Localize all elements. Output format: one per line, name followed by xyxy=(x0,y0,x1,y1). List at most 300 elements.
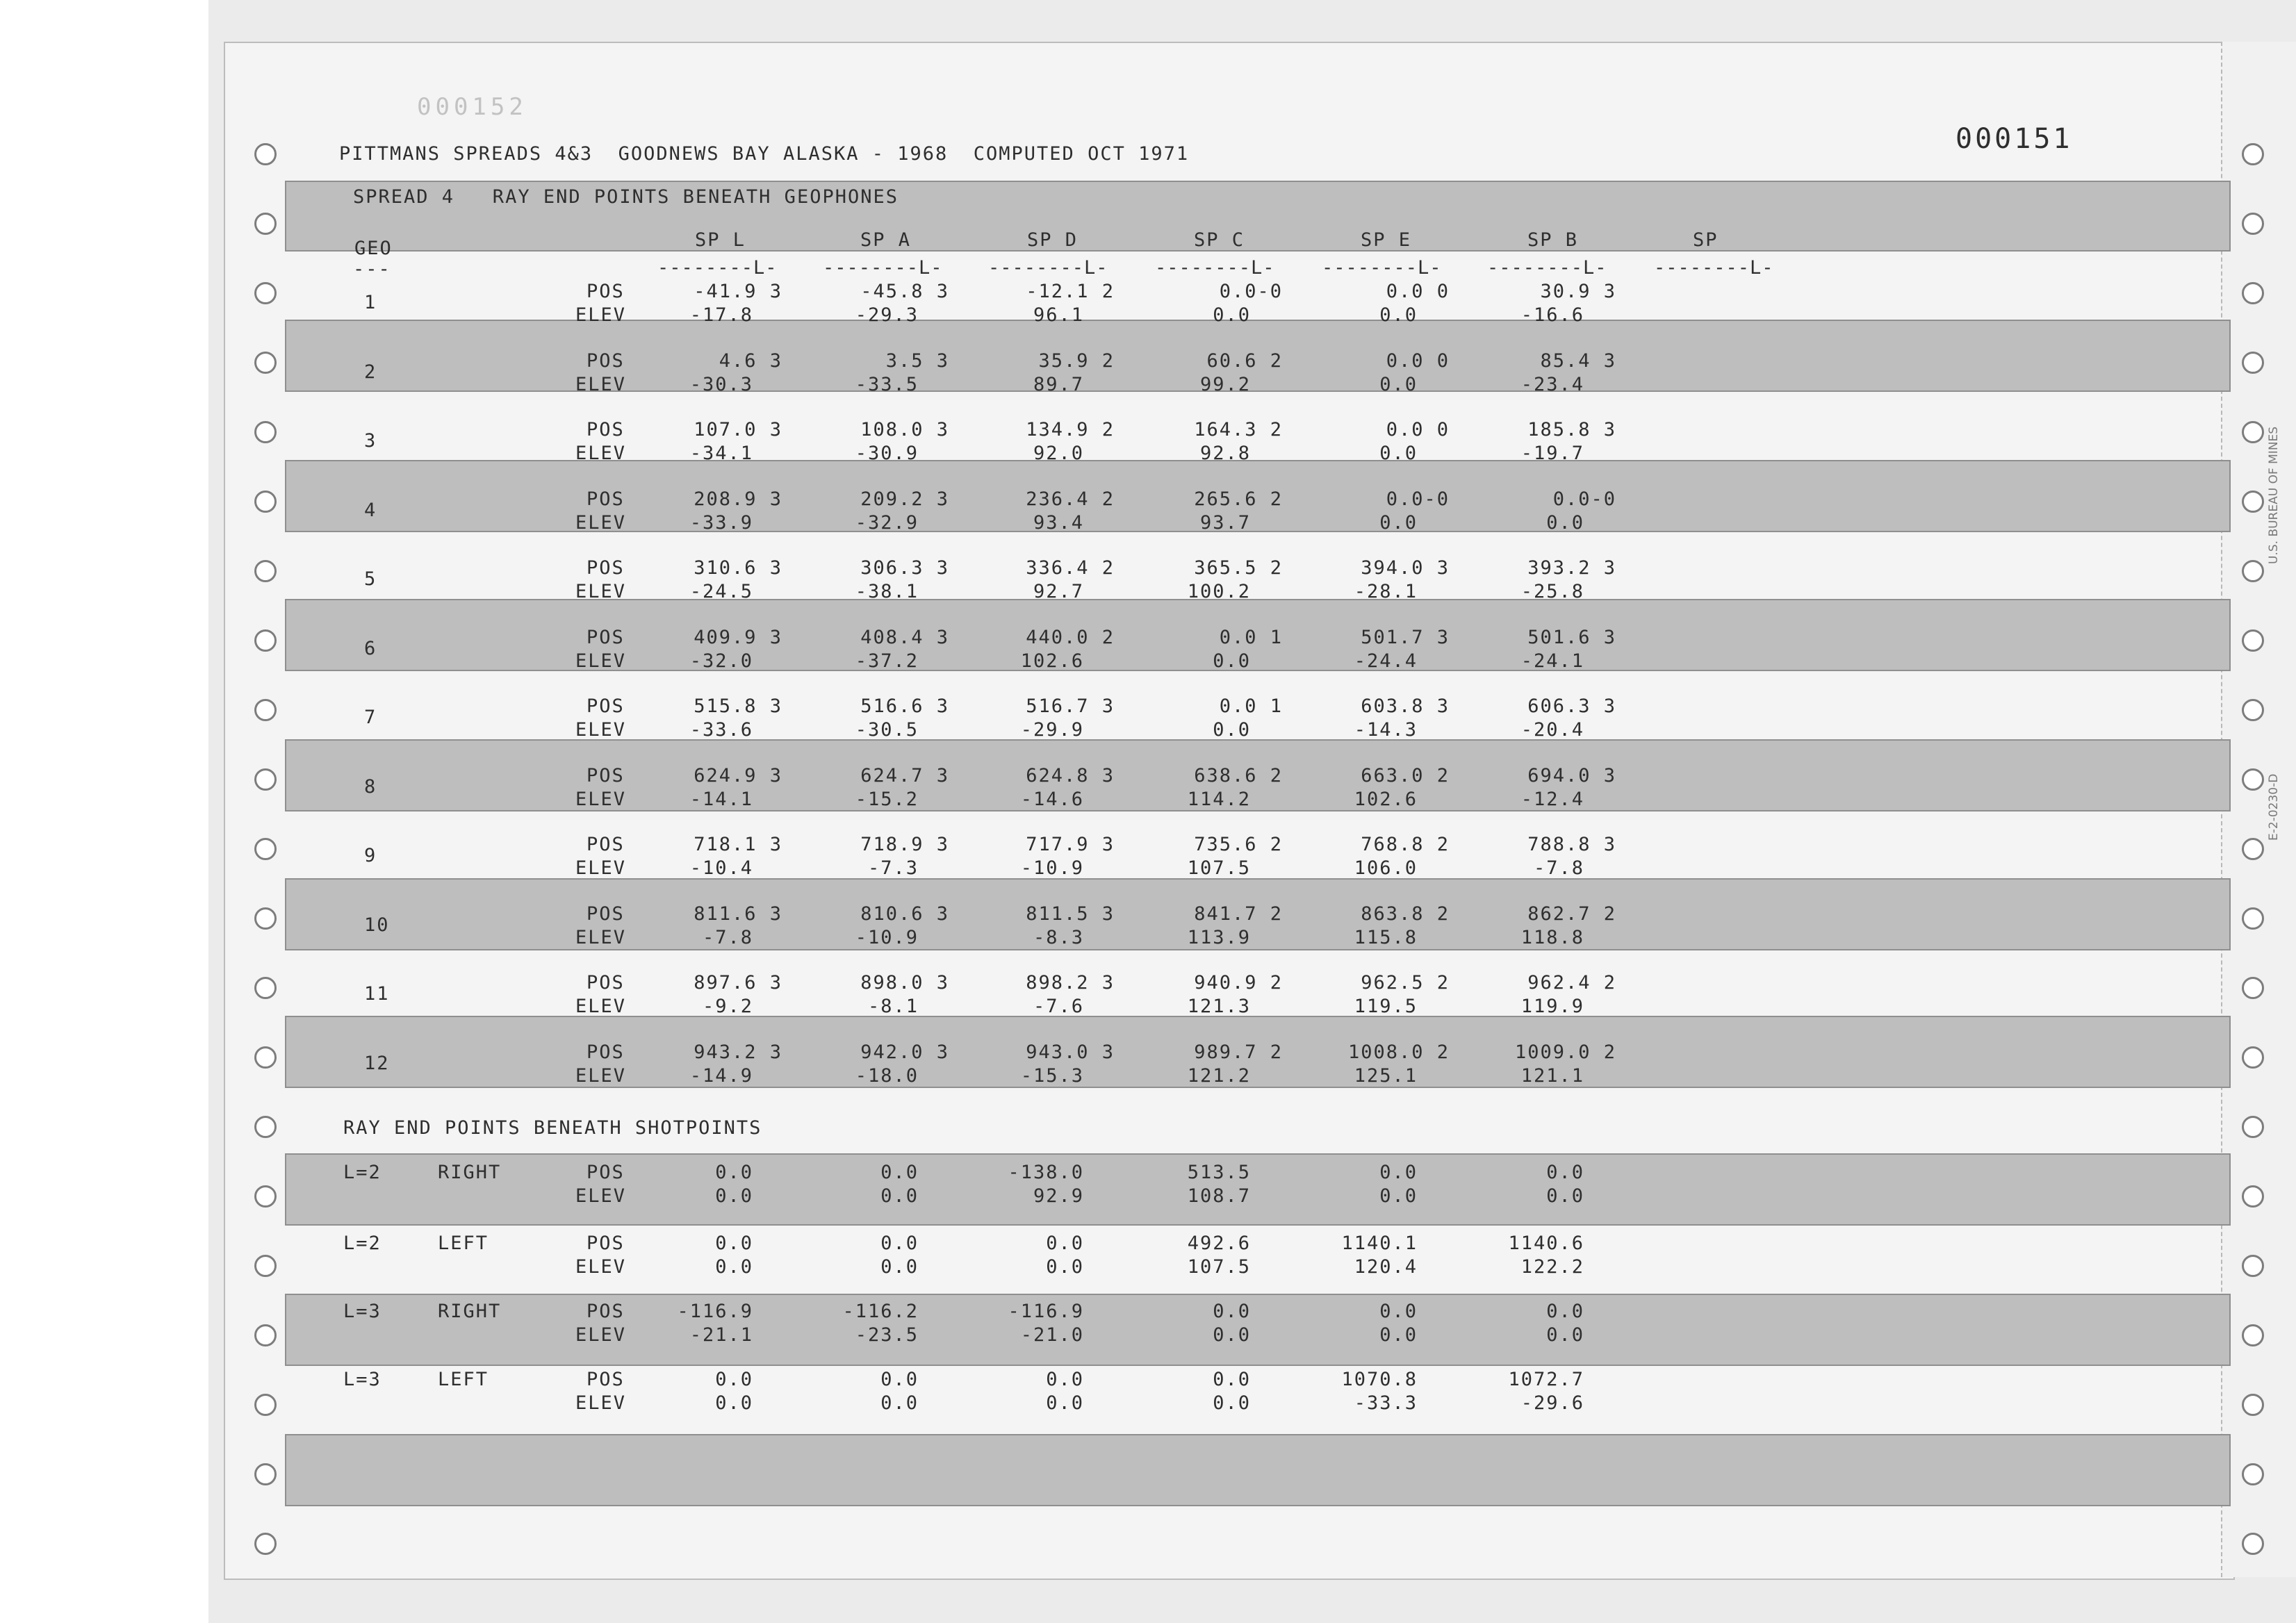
elev-value: -19.7 xyxy=(1520,443,1584,464)
page-number: 000151 xyxy=(1955,123,2073,155)
pos-value: 185.8 3 xyxy=(1527,419,1616,440)
geophone-number: 10 xyxy=(364,914,390,936)
pos-value: -116.9 xyxy=(677,1301,753,1322)
elev-value: 93.7 xyxy=(1199,511,1251,534)
pos-value: 943.0 3 xyxy=(1026,1041,1115,1063)
elev-label: ELEV xyxy=(575,996,627,1017)
elev-value: -10.9 xyxy=(1020,857,1084,879)
pos-label: POS xyxy=(587,1301,625,1322)
elev-value: -30.3 xyxy=(689,373,753,395)
geophone-number: 2 xyxy=(364,361,377,383)
elev-value: 119.5 xyxy=(1354,996,1418,1017)
elev-value: 121.2 xyxy=(1187,1064,1251,1087)
pos-value: 0.0 xyxy=(880,1369,919,1390)
elev-value: 0.0 xyxy=(1213,650,1251,672)
pos-label: POS xyxy=(587,903,625,925)
elev-label: ELEV xyxy=(575,581,627,602)
elev-value: -29.6 xyxy=(1520,1392,1584,1414)
elev-value: 0.0 xyxy=(1379,1324,1418,1346)
elev-value: -30.9 xyxy=(855,443,919,464)
pos-value: 0.0 xyxy=(715,1369,753,1390)
sprocket-hole xyxy=(254,282,277,304)
pos-value: 394.0 3 xyxy=(1361,557,1450,579)
sprocket-hole xyxy=(2242,629,2264,652)
pos-value: 962.4 2 xyxy=(1527,972,1616,994)
pos-label: POS xyxy=(587,695,625,717)
pos-value: 501.6 3 xyxy=(1527,626,1616,648)
elev-label: ELEV xyxy=(575,1324,627,1346)
pos-value: 718.1 3 xyxy=(694,834,782,855)
elev-value: -33.5 xyxy=(855,373,919,395)
elev-value: -38.1 xyxy=(855,581,919,602)
elev-value: -32.0 xyxy=(689,650,753,672)
pos-value: 1008.0 2 xyxy=(1347,1041,1450,1063)
pos-label: POS xyxy=(587,488,625,510)
sprocket-hole xyxy=(2242,143,2264,165)
elev-value: -10.4 xyxy=(689,857,753,879)
pos-value: 30.9 3 xyxy=(1540,281,1616,302)
elev-value: 0.0 xyxy=(1379,443,1418,464)
column-underline: --------L- xyxy=(1487,257,1607,279)
shotpoint-side: LEFT xyxy=(438,1233,489,1254)
elev-value: -23.4 xyxy=(1520,373,1584,395)
pos-value: 989.7 2 xyxy=(1194,1041,1283,1063)
pos-value: -45.8 3 xyxy=(860,281,949,302)
pos-value: 1070.8 xyxy=(1341,1369,1418,1390)
pos-value: -41.9 3 xyxy=(694,281,782,302)
elev-value: 0.0 xyxy=(1379,1185,1418,1207)
shotpoint-code: L=2 xyxy=(343,1162,382,1183)
sprocket-hole xyxy=(2242,491,2264,513)
elev-value: 0.0 xyxy=(1213,304,1251,326)
elev-value: 99.2 xyxy=(1199,373,1251,395)
pos-label: POS xyxy=(587,972,625,994)
elev-value: -8.1 xyxy=(867,996,919,1017)
pos-value: 0.0 0 xyxy=(1386,419,1450,440)
section-title-shotpoints: RAY END POINTS BENEATH SHOTPOINTS xyxy=(343,1117,762,1139)
sprocket-hole xyxy=(2242,1116,2264,1138)
elev-value: 0.0 xyxy=(1546,1324,1584,1346)
pos-value: 0.0 xyxy=(715,1162,753,1183)
elev-value: 114.2 xyxy=(1187,788,1251,810)
column-header: SP B xyxy=(1527,229,1579,251)
pos-value: 735.6 2 xyxy=(1194,834,1283,855)
sprocket-hole xyxy=(254,1255,277,1277)
pos-value: 1140.6 xyxy=(1508,1233,1584,1254)
elev-label: ELEV xyxy=(575,373,627,395)
elev-label: ELEV xyxy=(575,1185,627,1207)
pos-value: 0.0 xyxy=(715,1233,753,1254)
elev-value: -24.4 xyxy=(1354,650,1418,672)
pos-value: 516.6 3 xyxy=(860,695,949,717)
column-underline: --------L- xyxy=(1654,257,1774,279)
pos-value: 0.0 xyxy=(880,1233,919,1254)
elev-label: ELEV xyxy=(575,788,627,810)
sprocket-hole xyxy=(254,491,277,513)
elev-value: 92.8 xyxy=(1199,443,1251,464)
pos-label: POS xyxy=(587,419,625,440)
pos-value: 85.4 3 xyxy=(1540,349,1616,372)
pos-value: 898.0 3 xyxy=(860,972,949,994)
elev-value: -37.2 xyxy=(855,650,919,672)
column-header: SP E xyxy=(1361,229,1412,251)
pos-value: -116.9 xyxy=(1008,1301,1084,1322)
sprocket-hole xyxy=(254,629,277,652)
elev-value: 0.0 xyxy=(1046,1256,1084,1278)
pos-value: 0.0 xyxy=(1546,1301,1584,1322)
elev-value: 92.7 xyxy=(1033,581,1084,602)
elev-value: -7.6 xyxy=(1033,996,1084,1017)
pos-value: 440.0 2 xyxy=(1026,626,1115,648)
pos-value: 164.3 2 xyxy=(1194,419,1283,440)
elev-value: 0.0 xyxy=(1546,511,1584,534)
pos-value: 694.0 3 xyxy=(1527,764,1616,786)
pos-value: 0.0 xyxy=(1046,1233,1084,1254)
sprocket-hole xyxy=(2242,352,2264,374)
pos-value: 515.8 3 xyxy=(694,695,782,717)
pos-label: POS xyxy=(587,764,625,786)
pos-value: 1072.7 xyxy=(1508,1369,1584,1390)
pos-value: 943.2 3 xyxy=(694,1041,782,1063)
sprocket-hole xyxy=(2242,1046,2264,1069)
pos-value: 107.0 3 xyxy=(694,419,782,440)
pos-value: 0.0-0 xyxy=(1552,488,1616,510)
elev-value: 106.0 xyxy=(1354,857,1418,879)
elev-value: 115.8 xyxy=(1354,926,1418,948)
elev-value: 0.0 xyxy=(715,1185,753,1207)
pos-value: 940.9 2 xyxy=(1194,972,1283,994)
elev-value: -7.8 xyxy=(1533,857,1584,879)
elev-value: 107.5 xyxy=(1187,857,1251,879)
pos-value: 236.4 2 xyxy=(1026,488,1115,510)
elev-value: 0.0 xyxy=(1213,719,1251,741)
pos-value: 603.8 3 xyxy=(1361,695,1450,717)
pos-value: 663.0 2 xyxy=(1361,764,1450,786)
sprocket-hole xyxy=(2242,907,2264,930)
geophone-number: 11 xyxy=(364,983,390,1005)
pos-value: 811.5 3 xyxy=(1026,903,1115,925)
pos-value: 365.5 2 xyxy=(1194,557,1283,579)
sprocket-hole xyxy=(2242,1255,2264,1277)
geophone-number: 1 xyxy=(364,292,377,313)
column-underline: --------L- xyxy=(1155,257,1275,279)
elev-value: -30.5 xyxy=(855,719,919,741)
sprocket-hole xyxy=(254,768,277,791)
sprocket-hole xyxy=(254,1533,277,1555)
elev-value: 0.0 xyxy=(1213,1392,1251,1414)
elev-value: 121.3 xyxy=(1187,996,1251,1017)
elev-value: 102.6 xyxy=(1354,788,1418,810)
pos-label: POS xyxy=(587,834,625,855)
elev-value: -24.5 xyxy=(689,581,753,602)
pos-value: 108.0 3 xyxy=(860,419,949,440)
elev-value: -23.5 xyxy=(855,1324,919,1346)
elev-value: -24.1 xyxy=(1520,650,1584,672)
pos-value: 898.2 3 xyxy=(1026,972,1115,994)
tractor-feed-strip xyxy=(2221,42,2296,1577)
column-header: SP xyxy=(1693,229,1719,251)
sprocket-hole xyxy=(2242,1185,2264,1208)
elev-value: -21.1 xyxy=(689,1324,753,1346)
elev-label: ELEV xyxy=(575,1392,627,1414)
pos-value: 0.0 xyxy=(1213,1301,1251,1322)
elev-value: -15.3 xyxy=(1020,1064,1084,1087)
elev-value: 125.1 xyxy=(1354,1064,1418,1087)
sprocket-hole xyxy=(254,352,277,374)
elev-value: -7.8 xyxy=(702,926,753,948)
pos-value: 863.8 2 xyxy=(1361,903,1450,925)
pos-value: -12.1 2 xyxy=(1026,281,1115,302)
pos-value: 0.0 xyxy=(1379,1162,1418,1183)
pos-value: 3.5 3 xyxy=(885,349,949,372)
elev-value: -20.4 xyxy=(1520,719,1584,741)
elev-value: 0.0 xyxy=(1379,373,1418,395)
sprocket-hole xyxy=(2242,838,2264,860)
pos-value: 962.5 2 xyxy=(1361,972,1450,994)
column-underline: --------L- xyxy=(823,257,943,279)
pos-value: 35.9 2 xyxy=(1038,349,1115,372)
sprocket-hole xyxy=(254,1394,277,1416)
elev-value: -10.9 xyxy=(855,926,919,948)
pos-value: 897.6 3 xyxy=(694,972,782,994)
elev-value: 118.8 xyxy=(1520,926,1584,948)
elev-value: 0.0 xyxy=(880,1185,919,1207)
elev-value: 96.1 xyxy=(1033,304,1084,326)
pos-value: 492.6 xyxy=(1187,1233,1251,1254)
elev-value: -9.2 xyxy=(702,996,753,1017)
elev-value: 113.9 xyxy=(1187,926,1251,948)
pos-label: POS xyxy=(587,281,625,302)
pos-value: 718.9 3 xyxy=(860,834,949,855)
elev-value: -14.1 xyxy=(689,788,753,810)
elev-label: ELEV xyxy=(575,1064,627,1087)
elev-value: 122.2 xyxy=(1520,1256,1584,1278)
bureau-of-mines-label: U.S. BUREAU OF MINES xyxy=(2267,426,2281,564)
pos-label: POS xyxy=(587,557,625,579)
elev-value: 119.9 xyxy=(1520,996,1584,1017)
pos-value: 0.0 xyxy=(1213,1369,1251,1390)
elev-value: 121.1 xyxy=(1520,1064,1584,1087)
pos-value: 0.0 1 xyxy=(1219,626,1283,648)
elev-label: ELEV xyxy=(575,511,627,534)
pos-value: 208.9 3 xyxy=(694,488,782,510)
elev-value: 0.0 xyxy=(1213,1324,1251,1346)
elev-value: 0.0 xyxy=(880,1256,919,1278)
geophone-number: 6 xyxy=(364,637,377,659)
shotpoint-side: LEFT xyxy=(438,1369,489,1390)
elev-value: -28.1 xyxy=(1354,581,1418,602)
pos-value: 0.0-0 xyxy=(1219,281,1283,302)
elev-label: ELEV xyxy=(575,650,627,672)
geophone-number: 8 xyxy=(364,775,377,798)
pos-value: 408.4 3 xyxy=(860,626,949,648)
elev-label: ELEV xyxy=(575,857,627,879)
pos-value: 624.7 3 xyxy=(860,764,949,786)
column-header: SP L xyxy=(695,229,746,251)
elev-label: ELEV xyxy=(575,926,627,948)
pos-value: 310.6 3 xyxy=(694,557,782,579)
pos-value: 4.6 3 xyxy=(719,349,782,372)
pos-value: 513.5 xyxy=(1187,1162,1251,1183)
sprocket-hole xyxy=(254,143,277,165)
elev-value: -18.0 xyxy=(855,1064,919,1087)
elev-value: -15.2 xyxy=(855,788,919,810)
shotpoint-code: L=3 xyxy=(343,1369,382,1390)
pos-value: 624.8 3 xyxy=(1026,764,1115,786)
report-title: PITTMANS SPREADS 4&3 GOODNEWS BAY ALASKA - 1968 COMPUTED OCT 1971 xyxy=(339,143,1190,165)
elev-value: -33.9 xyxy=(689,511,753,534)
pos-value: 0.0 xyxy=(1379,1301,1418,1322)
sprocket-hole xyxy=(254,1185,277,1208)
greenbar-band xyxy=(285,1434,2231,1506)
sprocket-hole xyxy=(254,1463,277,1485)
pos-value: 768.8 2 xyxy=(1361,834,1450,855)
elev-value: -34.1 xyxy=(689,443,753,464)
pos-value: 1009.0 2 xyxy=(1514,1041,1616,1063)
elev-value: -25.8 xyxy=(1520,581,1584,602)
column-underline: --------L- xyxy=(1322,257,1442,279)
sprocket-hole xyxy=(2242,977,2264,999)
elev-value: 120.4 xyxy=(1354,1256,1418,1278)
pos-value: 810.6 3 xyxy=(860,903,949,925)
sprocket-hole xyxy=(254,1046,277,1069)
pos-value: 638.6 2 xyxy=(1194,764,1283,786)
pos-value: 265.6 2 xyxy=(1194,488,1283,510)
pos-label: POS xyxy=(587,626,625,648)
sprocket-hole xyxy=(254,213,277,235)
pos-value: 0.0-0 xyxy=(1386,488,1450,510)
geophone-number: 9 xyxy=(364,845,377,866)
elev-value: 0.0 xyxy=(715,1392,753,1414)
sprocket-hole xyxy=(2242,1533,2264,1555)
elev-value: 0.0 xyxy=(1379,511,1418,534)
elev-label: ELEV xyxy=(575,304,627,326)
sprocket-hole xyxy=(254,977,277,999)
elev-value: 0.0 xyxy=(1546,1185,1584,1207)
pos-value: 624.9 3 xyxy=(694,764,782,786)
shotpoint-side: RIGHT xyxy=(438,1301,502,1322)
pos-value: 841.7 2 xyxy=(1194,903,1283,925)
elev-value: 0.0 xyxy=(715,1256,753,1278)
section-title-geophones: SPREAD 4 RAY END POINTS BENEATH GEOPHONES xyxy=(353,186,899,208)
pos-label: POS xyxy=(587,1041,625,1063)
pos-value: 717.9 3 xyxy=(1026,834,1115,855)
pos-value: 393.2 3 xyxy=(1527,557,1616,579)
elev-value: 107.5 xyxy=(1187,1256,1251,1278)
elev-label: ELEV xyxy=(575,1256,627,1278)
sprocket-hole xyxy=(2242,699,2264,721)
pos-value: -116.2 xyxy=(842,1301,919,1322)
elev-value: 92.9 xyxy=(1033,1185,1084,1207)
sprocket-hole xyxy=(2242,421,2264,443)
pos-value: 788.8 3 xyxy=(1527,834,1616,855)
elev-value: 92.0 xyxy=(1033,443,1084,464)
pos-value: -138.0 xyxy=(1008,1162,1084,1183)
pos-label: POS xyxy=(587,1162,625,1183)
elev-value: -17.8 xyxy=(689,304,753,326)
pos-label: POS xyxy=(587,349,625,372)
elev-value: -16.6 xyxy=(1520,304,1584,326)
pos-value: 134.9 2 xyxy=(1026,419,1115,440)
elev-value: -32.9 xyxy=(855,511,919,534)
elev-value: -33.3 xyxy=(1354,1392,1418,1414)
faint-stamp: 000152 xyxy=(417,93,527,121)
sprocket-hole xyxy=(254,421,277,443)
geophone-number: 5 xyxy=(364,568,377,590)
shotpoint-code: L=2 xyxy=(343,1233,382,1254)
pos-value: 209.2 3 xyxy=(860,488,949,510)
pos-value: 0.0 xyxy=(880,1162,919,1183)
geo-column-underline: --- xyxy=(353,258,391,280)
sprocket-hole xyxy=(254,560,277,582)
sprocket-hole xyxy=(2242,213,2264,235)
pos-value: 862.7 2 xyxy=(1527,903,1616,925)
sprocket-hole xyxy=(254,1324,277,1346)
pos-value: 811.6 3 xyxy=(694,903,782,925)
elev-label: ELEV xyxy=(575,719,627,741)
elev-value: 102.6 xyxy=(1020,650,1084,672)
elev-value: 93.4 xyxy=(1033,511,1084,534)
geophone-number: 7 xyxy=(364,707,377,728)
sprocket-hole xyxy=(254,699,277,721)
sprocket-hole xyxy=(2242,282,2264,304)
elev-value: 0.0 xyxy=(880,1392,919,1414)
elev-value: 0.0 xyxy=(1379,304,1418,326)
pos-value: 0.0 0 xyxy=(1386,349,1450,372)
pos-value: 306.3 3 xyxy=(860,557,949,579)
elev-value: 100.2 xyxy=(1187,581,1251,602)
elev-value: -21.0 xyxy=(1020,1324,1084,1346)
column-underline: --------L- xyxy=(657,257,778,279)
sprocket-hole xyxy=(2242,1324,2264,1346)
sprocket-hole xyxy=(254,1116,277,1138)
geophone-number: 3 xyxy=(364,430,377,452)
shotpoint-code: L=3 xyxy=(343,1301,382,1322)
pos-label: POS xyxy=(587,1233,625,1254)
elev-value: -14.6 xyxy=(1020,788,1084,810)
sprocket-hole xyxy=(2242,560,2264,582)
pos-value: 60.6 2 xyxy=(1206,349,1283,372)
pos-value: 1140.1 xyxy=(1341,1233,1418,1254)
elev-value: -14.9 xyxy=(689,1064,753,1087)
elev-value: -29.9 xyxy=(1020,719,1084,741)
elev-value: 0.0 xyxy=(1046,1392,1084,1414)
pos-value: 501.7 3 xyxy=(1361,626,1450,648)
elev-value: -8.3 xyxy=(1033,926,1084,948)
sprocket-hole xyxy=(2242,1394,2264,1416)
elev-value: 89.7 xyxy=(1033,373,1084,395)
elev-value: -12.4 xyxy=(1520,788,1584,810)
pos-value: 409.9 3 xyxy=(694,626,782,648)
elev-value: -29.3 xyxy=(855,304,919,326)
geo-column-label: GEO xyxy=(354,238,393,259)
geophone-number: 4 xyxy=(364,499,377,521)
pos-value: 0.0 1 xyxy=(1219,695,1283,717)
pos-value: 0.0 xyxy=(1046,1369,1084,1390)
column-header: SP D xyxy=(1027,229,1079,251)
elev-value: -7.3 xyxy=(867,857,919,879)
pos-value: 516.7 3 xyxy=(1026,695,1115,717)
geophone-number: 12 xyxy=(364,1052,390,1074)
sprocket-hole xyxy=(254,907,277,930)
sprocket-hole xyxy=(254,838,277,860)
pos-value: 0.0 xyxy=(1546,1162,1584,1183)
pos-value: 606.3 3 xyxy=(1527,695,1616,717)
column-underline: --------L- xyxy=(988,257,1108,279)
elev-value: -14.3 xyxy=(1354,719,1418,741)
sprocket-hole xyxy=(2242,1463,2264,1485)
elev-value: 108.7 xyxy=(1187,1185,1251,1207)
